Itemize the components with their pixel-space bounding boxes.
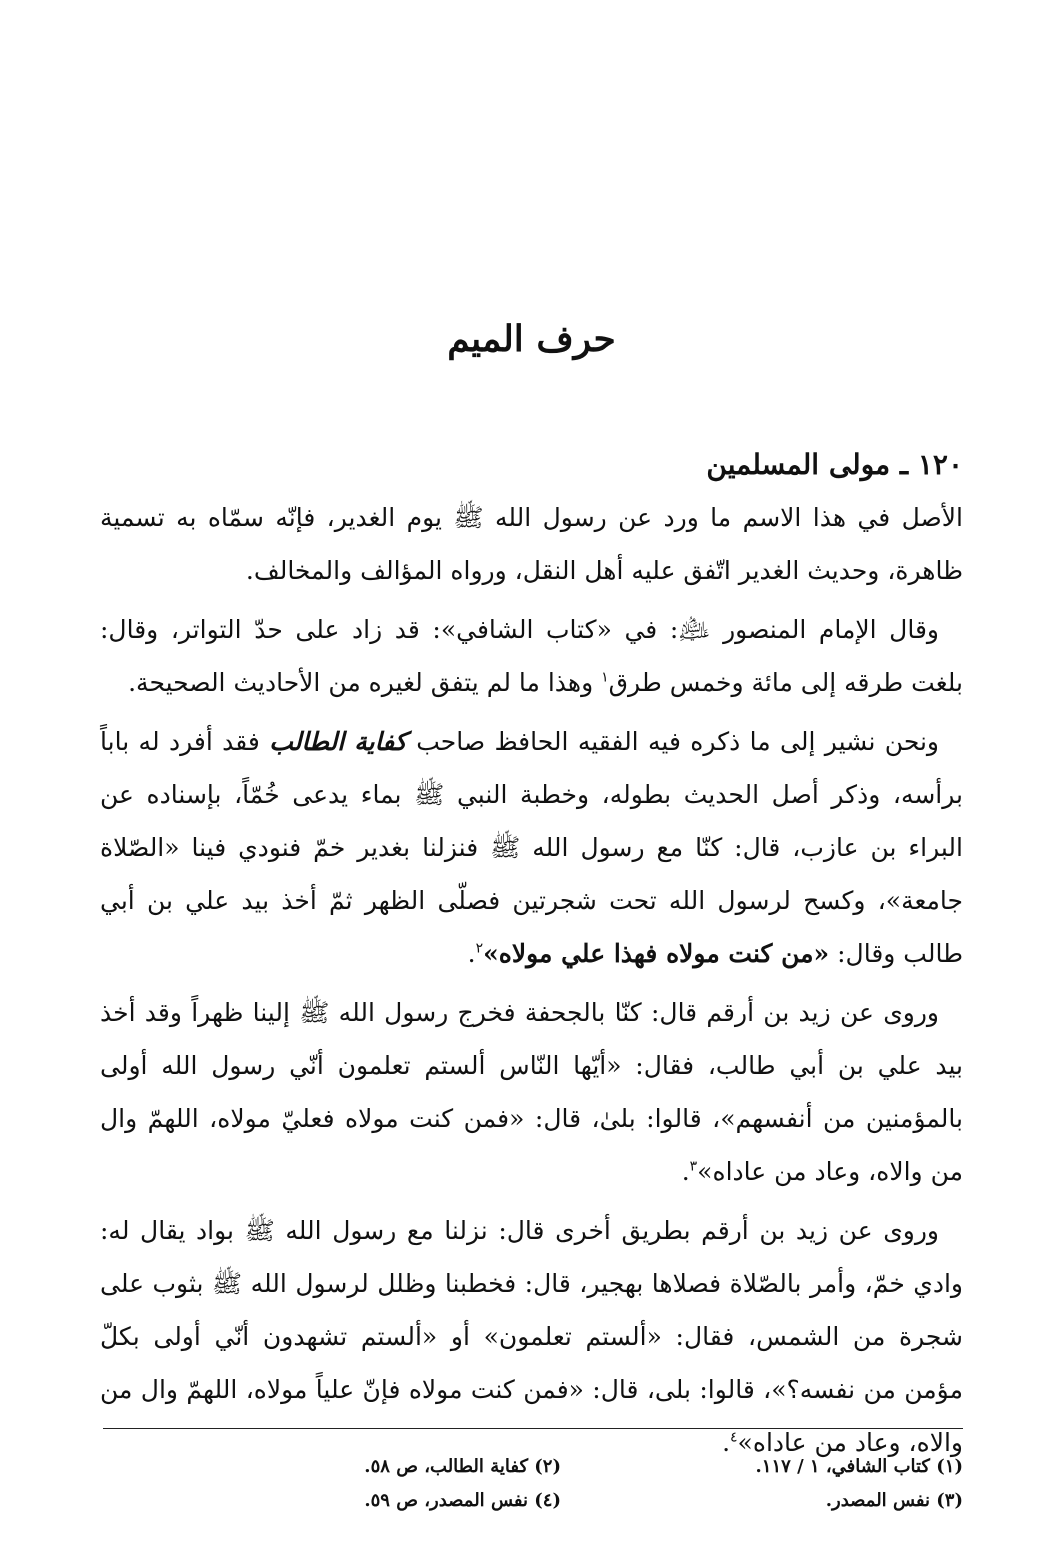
- footnotes: [103, 1450, 963, 1518]
- paragraph-3: [100, 715, 963, 980]
- paragraph-3-text-a: ونحن نشير إلى ما ذكره فيه الفقيه الحافظ صاحب: [406, 727, 939, 756]
- paragraph-4: [100, 986, 963, 1198]
- footnote-ref-4[interactable]: ٤: [730, 1429, 738, 1446]
- footnote-3: (٣) نفس المصدر.: [825, 1490, 963, 1511]
- paragraph-5-text: وروى عن زيد بن أرقم بطريق أخرى قال: نزلنا مع رسول الله ﷺ بواد يقال له: وادي خمّ، وأمر بالصّلاة فصلاها بهجير، قال: فخطبنا وظلل لرسول الله ﷺ بثوب على شجرة من الشمس، فقال: «ألستم تعلمون» أو «ألستم تشهدون أنّي أولى بكلّ مؤمن من نفسه؟»، قالوا: بلى، قال: «فمن كنت مولاه فإنّ علياً مولاه، اللهمّ وال من والاه، وعاد من عاداه»: [100, 1216, 963, 1457]
- paragraph-5-end: .: [722, 1428, 731, 1457]
- footnote-2: (٢) كفاية الطالب، ص ٥٨.: [364, 1456, 561, 1477]
- paragraph-3-end: .: [467, 939, 476, 968]
- paragraph-2-text-end: وهذا ما لم يتفق لغيره من الأحاديث الصحيحة.: [128, 668, 602, 697]
- book-title: كفاية الطالب: [269, 727, 407, 756]
- footnote-ref-2[interactable]: ٢: [475, 940, 484, 957]
- paragraph-1: [100, 491, 963, 597]
- paragraph-2: [100, 603, 963, 709]
- paragraph-1-text: الأصل في هذا الاسم ما ورد عن رسول الله ﷺ يوم الغدير، فإنّه سمّاه به تسمية ظاهرة، وحديث الغدير اتّفق عليه أهل النقل، ورواه المؤالف والمخالف.: [100, 503, 963, 585]
- paragraph-4-end: .: [681, 1157, 690, 1186]
- footnote-ref-3[interactable]: ٣: [689, 1158, 698, 1175]
- footnote-ref-1[interactable]: ١: [601, 669, 609, 686]
- hadith-quote: «من كنت مولاه فهذا علي مولاه»: [483, 939, 830, 968]
- footnote-4: (٤) نفس المصدر، ص ٥٩.: [364, 1490, 561, 1511]
- footnote-1: (١) كتاب الشافي، ١ / ١١٧.: [755, 1456, 963, 1477]
- entry-heading: ١٢٠ ـ مولى المسلمين: [706, 448, 963, 481]
- paragraph-2-text: وقال الإمام المنصور ﵇: في «كتاب الشافي»: قد زاد على حدّ التواتر، وقال: بلغت طرقه إلى مائة وخمس طرق: [100, 615, 963, 697]
- paragraph-3-text-b: فقد أفرد له باباً برأسه، وذكر أصل الحديث بطوله، وخطبة النبي ﷺ بماء يدعى خُمّاً، بإسناده عن البراء بن عازب، قال: كنّا مع رسول الله ﷺ فنزلنا بغدير خمّ فنودي فينا «الصّلاة جامعة»، وكسح لرسول الله تحت شجرتين فصلّى الظهر ثمّ أخذ بيد علي بن أبي طالب وقال:: [100, 727, 963, 968]
- footnote-divider: [103, 1428, 963, 1429]
- chapter-title: حرف الميم: [447, 318, 616, 360]
- footnote-row: [103, 1484, 963, 1518]
- paragraph-4-text: وروى عن زيد بن أرقم قال: كنّا بالجحفة فخرج رسول الله ﷺ إلينا ظهراً وقد أخذ بيد علي بن أبي طالب، فقال: «أيّها النّاس ألستم تعلمون أنّي رسول الله أولى بالمؤمنين من أنفسهم»، قالوا: بلىٰ، قال: «فمن كنت مولاه فعليّ مولاه، اللهمّ وال من والاه، وعاد من عاداه»: [100, 998, 963, 1186]
- body-text: [100, 438, 963, 1475]
- footnote-row: [103, 1450, 963, 1484]
- paragraph-5: [100, 1204, 963, 1469]
